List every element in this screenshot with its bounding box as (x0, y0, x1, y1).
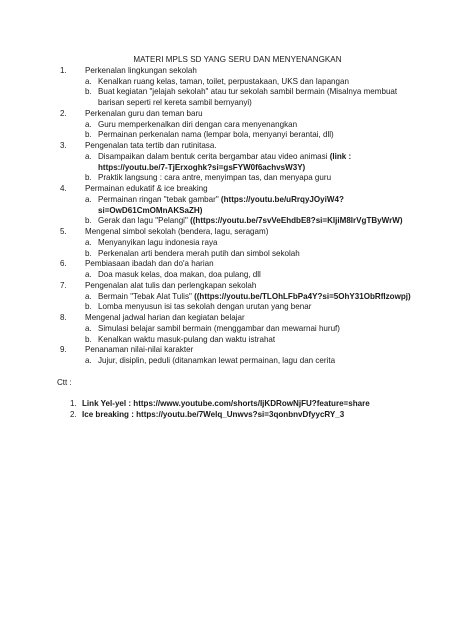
sub-item-letter: a. (85, 323, 92, 333)
sub-item-text (98, 120, 418, 131)
list-item (60, 259, 418, 270)
body-text: Gerak dan lagu "Pelangi" (98, 216, 191, 226)
body-text: Jujur, disiplin, peduli (ditanamkan lewat permainan, lagu dan cerita (98, 356, 336, 365)
spacer (57, 388, 418, 399)
list-item-number: 1. (60, 65, 67, 75)
document-title: MATERI MPLS SD YANG SERU DAN MENYENANGKAN (133, 55, 342, 64)
body-text: Bermain "Tebak Alat Tulis" (98, 291, 195, 301)
sub-item (85, 270, 418, 281)
sub-item (85, 152, 418, 174)
sub-item-letter: a. (85, 356, 92, 365)
sub-item-letter: a. (85, 151, 92, 161)
sub-item (85, 87, 418, 109)
sub-item-text (98, 195, 418, 217)
note-item (70, 399, 418, 410)
sub-item-text (98, 270, 418, 281)
body-text: Permainan perkenalan nama (lempar bola, menyanyi berantai, dll) (98, 130, 334, 140)
link-text[interactable]: ((https://youtu.be/TLOhLFbPa4Y?si=5OhY31ObRfIzowpj) (194, 291, 411, 301)
notes-list (70, 399, 418, 421)
sub-item-letter: a. (85, 291, 92, 301)
sub-item-text (98, 152, 418, 174)
sub-item-letter: b. (85, 216, 92, 226)
body-text: Kenalkan ruang kelas, taman, toilet, perpustakaan, UKS dan lapangan (98, 76, 349, 86)
sub-item-letter: a. (85, 76, 92, 86)
note-link[interactable]: Ice breaking : https://youtu.be/7Welq_Unwvs?si=3qonbnvDfyycRY_3 (82, 409, 345, 419)
list-item-heading: Mengenal simbol sekolah (bendera, lagu, seragam) (85, 227, 269, 236)
sub-item-text (98, 356, 418, 367)
list-item (60, 184, 418, 195)
sub-item (85, 130, 418, 141)
sub-item (85, 195, 418, 217)
body-text: Buat kegiatan "jelajah sekolah" atau tur sekolah sambil bermain (Misalnya membuat barisan seperti rel kereta sambil bernyanyi) (98, 87, 398, 107)
note-link[interactable]: Link Yel-yel : https://www.youtube.com/shorts/IjKDRowNjFU?feature=share (82, 399, 370, 408)
body-text: Kenalkan waktu masuk-pulang dan waktu istrahat (98, 334, 276, 344)
sub-item (85, 324, 418, 335)
list-item (60, 66, 418, 77)
notes-label: Ctt : (57, 377, 72, 387)
sub-item-letter: b. (85, 302, 92, 312)
body-text: Doa masuk kelas, doa makan, doa pulang, dll (98, 270, 261, 279)
sub-item-letter: a. (85, 237, 92, 247)
list-item-number: 2. (60, 108, 67, 118)
sub-item-letter: b. (85, 87, 92, 97)
body-text: Perkenalan arti bendera merah putih dan simbol sekolah (98, 248, 300, 258)
body-text: Disampaikan dalam bentuk cerita bergambar atau video animasi (98, 151, 330, 161)
sub-item-letter: a. (85, 270, 92, 279)
list-item (60, 345, 418, 356)
note-number: 1. (70, 399, 77, 408)
sub-item (85, 173, 418, 184)
list-item (60, 109, 418, 120)
list-item-heading: Pembiasaan ibadah dan do'a harian (85, 259, 214, 269)
sub-item-letter: a. (85, 119, 92, 129)
list-item-number: 5. (60, 227, 67, 236)
sub-item-text (98, 130, 418, 141)
note-item (70, 410, 418, 421)
link-text[interactable]: (link : https://youtu.be/7-TjErxoghk?si=gsFYW0f6achvsW3Y) (98, 151, 352, 172)
sub-item-text (98, 77, 418, 88)
list-item-heading: Perkenalan lingkungan sekolah (85, 65, 197, 75)
list-item-heading: Penanaman nilai-nilai karakter (85, 345, 194, 355)
list-item (60, 281, 418, 292)
sub-item-text (98, 87, 418, 109)
list-item (60, 141, 418, 152)
note-number: 2. (70, 409, 77, 419)
sub-item-letter: b. (85, 173, 92, 183)
body-text: Lomba menyusun isi tas sekolah dengan urutan yang benar (98, 302, 312, 312)
body-text: Guru memperkenalkan diri dengan cara menyenangkan (98, 119, 298, 129)
sub-item (85, 238, 418, 249)
body-text: Praktik langsung : cara antre, menyimpan tas, dan menyapa guru (98, 173, 332, 183)
sub-item-text (98, 216, 418, 227)
list-item-heading: Perkenalan guru dan teman baru (85, 108, 203, 118)
list-item-number: 4. (60, 184, 67, 193)
list-item (60, 227, 418, 238)
sub-item (85, 216, 418, 227)
body-text: Menyanyikan lagu indonesia raya (98, 237, 218, 247)
sub-item-text (98, 302, 418, 313)
sub-item (85, 77, 418, 88)
body-text: Simulasi belajar sambil bermain (menggambar dan mewarnai huruf) (98, 323, 340, 333)
body-text: Permainan ringan "tebak gambar" (98, 194, 221, 204)
list-item-heading: Pengenalan tata tertib dan rutinitasa. (85, 141, 217, 150)
sub-item-text (98, 238, 418, 249)
sub-item (85, 292, 418, 303)
sub-item-letter: a. (85, 194, 92, 204)
link-text[interactable]: ((https://youtu.be/7svVeEhdbE8?si=KljiM8lrVgTByWrW) (190, 216, 403, 226)
list-item-number: 9. (60, 345, 67, 355)
sub-item-text (98, 324, 418, 335)
main-list (57, 66, 418, 367)
spacer (57, 367, 418, 378)
list-item-heading: Pengenalan alat tulis dan perlengkapan sekolah (85, 280, 257, 290)
list-item-number: 3. (60, 141, 67, 150)
sub-item-letter: b. (85, 248, 92, 258)
link-text[interactable]: (https://youtu.be/uRrqyJOyiW4?si=OwD61CmOMnAKSaZH) (98, 194, 344, 215)
sub-item (85, 302, 418, 313)
list-item-number: 7. (60, 280, 67, 290)
sub-item-text (98, 249, 418, 260)
list-item-heading: Mengenal jadwal harian dan kegiatan belajar (85, 313, 245, 322)
sub-item (85, 249, 418, 260)
list-item-heading: Permainan edukatif & ice breaking (85, 184, 208, 193)
sub-item (85, 120, 418, 131)
sub-item-text (98, 173, 418, 184)
list-item-number: 6. (60, 259, 67, 269)
sub-item (85, 356, 418, 367)
sub-item-text (98, 292, 418, 303)
sub-item-text (98, 335, 418, 346)
sub-item-letter: b. (85, 334, 92, 344)
list-item-number: 8. (60, 313, 67, 322)
list-item (60, 313, 418, 324)
sub-item (85, 335, 418, 346)
sub-item-letter: b. (85, 130, 92, 140)
